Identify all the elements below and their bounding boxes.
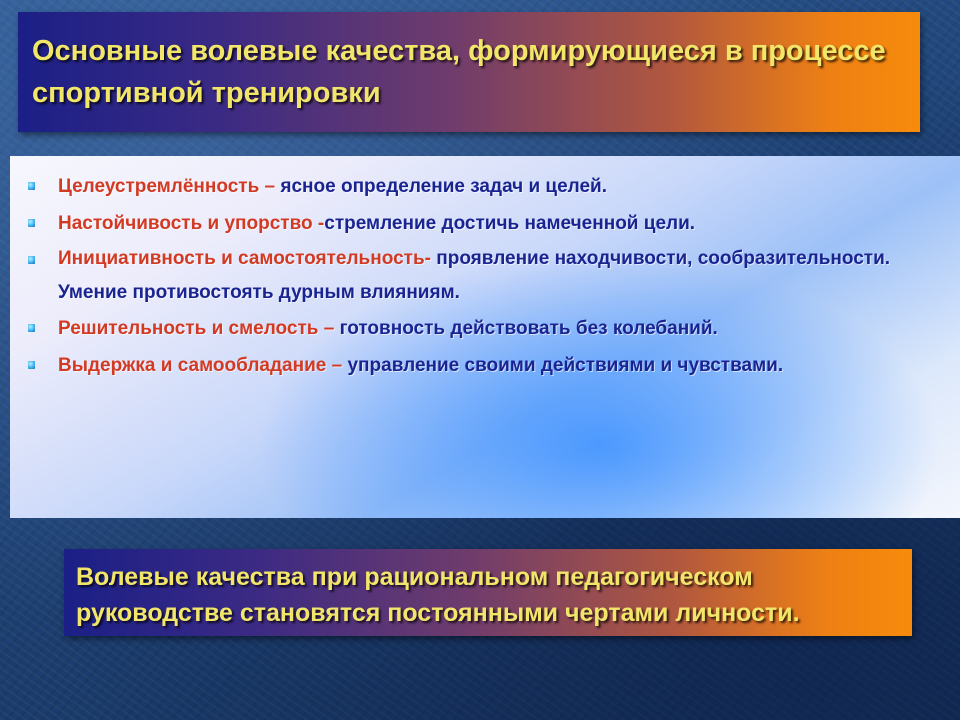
bullet-icon xyxy=(28,361,35,369)
conclusion-text: Волевые качества при рациональном педагогическом руководстве становятся постоянными чертами личности. xyxy=(76,563,800,627)
slide-title: Основные волевые качества, формирующиеся в процессе спортивной тренировки xyxy=(32,35,886,109)
item-definition: готовность действовать без колебаний. xyxy=(339,318,718,339)
item-definition: стремление достичь намеченной цели. xyxy=(324,213,696,234)
qualities-list xyxy=(58,168,920,384)
item-separator: - xyxy=(312,213,325,234)
conclusion-banner xyxy=(64,549,912,636)
bullet-icon xyxy=(28,256,35,264)
item-definition: ясное определение задач и целей. xyxy=(280,176,608,197)
bullet-icon xyxy=(28,182,35,190)
list-item-purposefulness xyxy=(58,168,920,205)
item-term: Настойчивость и упорство xyxy=(58,213,313,234)
title-banner xyxy=(18,12,920,132)
item-definition: проявление находчивости, сообразительности. Умение противостоять дурным влияниям. xyxy=(58,248,891,303)
item-term: Целеустремлённость xyxy=(58,176,260,197)
item-separator: – xyxy=(259,176,281,197)
item-separator: – xyxy=(318,318,340,339)
content-panel xyxy=(10,156,960,518)
item-separator: - xyxy=(424,248,437,269)
item-term: Решительность и смелость xyxy=(58,318,319,339)
bullet-icon xyxy=(28,219,35,227)
item-term: Выдержка и самообладание xyxy=(58,355,327,376)
list-item-persistence xyxy=(58,205,920,242)
list-item-initiative xyxy=(58,242,920,310)
list-item-decisiveness xyxy=(58,310,920,347)
item-separator: – xyxy=(326,355,348,376)
bullet-icon xyxy=(28,324,35,332)
item-definition: управление своими действиями и чувствами. xyxy=(347,355,784,376)
list-item-self-control xyxy=(58,347,920,384)
item-term: Инициативность и самостоятельность xyxy=(58,248,425,269)
